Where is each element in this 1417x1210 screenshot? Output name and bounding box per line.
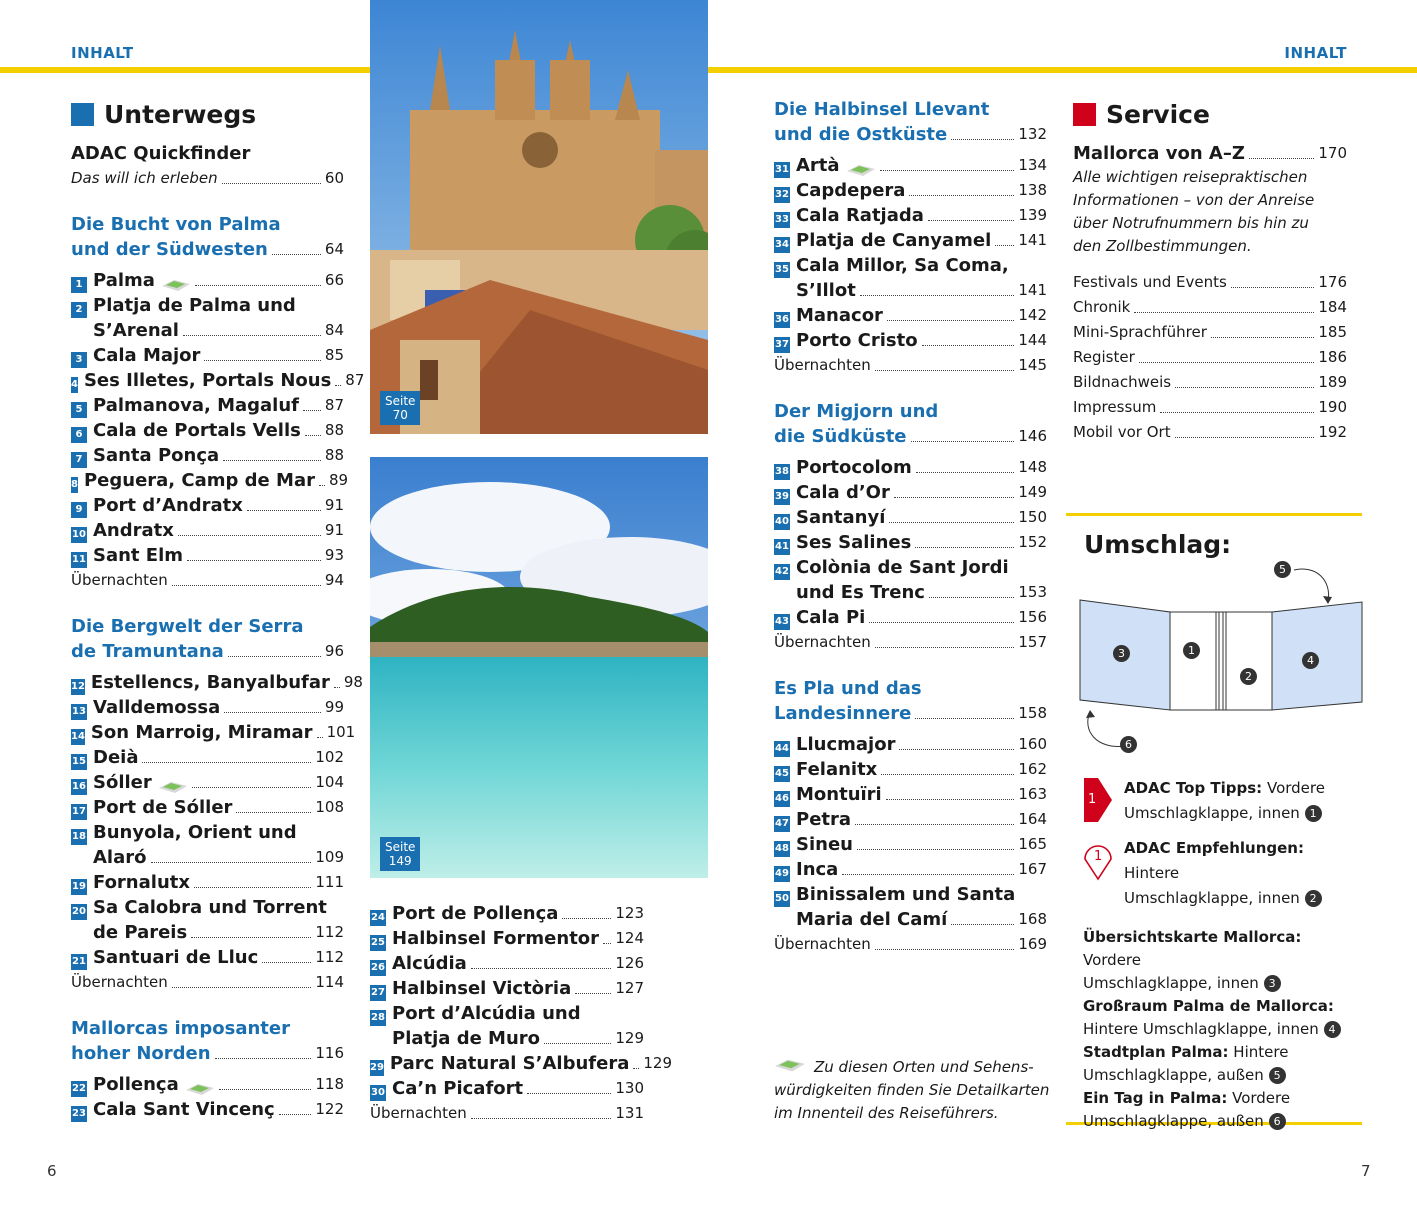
entry-number-badge: 10 (71, 527, 87, 543)
toc-entry[interactable]: 47 Petra 164 (775, 809, 1047, 830)
umschlag-box: Umschlag: 5 3 1 2 4 6 1 ADAC Top Tipps: Vordere Umschlagklappe, innen 1 1 ADAC Empfehlungen: Hintere Umschlagklappe, innen 2 Übersichtskarte Mallorca: Vordere Umschlagklappe, innen 3 Großraum Palma de Mallorca: Hintere Umschlagklappe, innen 4 Stadtplan Palma: Hintere Umschlagklappe, außen 5 Ein Tag in Palma: Vordere Umschlagklappe, außen 6 (1066, 513, 1362, 1125)
umschlag-map-entry: Übersichtskarte Mallorca: Vordere Umschlagklappe, innen 3 (1083, 928, 1302, 992)
entry-number-badge: 27 (370, 985, 386, 1001)
entry-number-badge: 19 (71, 879, 87, 895)
map-note: Zu diesen Orten und Sehens- würdigkeiten finden Sie Detailkarten im Innenteil des Reiseführers. (774, 1058, 1050, 1122)
entry-number-badge: 23 (71, 1106, 87, 1122)
entry-number-badge: 5 (71, 402, 87, 418)
toc-entry[interactable]: 19 Fornalutx 111 (72, 872, 344, 893)
region-title-row[interactable]: hoher Norden 116 (71, 1043, 344, 1064)
entry-number-badge: 24 (370, 910, 386, 926)
entry-number-badge: 48 (774, 841, 790, 857)
header-bar-right (708, 67, 1417, 73)
map-icon (161, 277, 191, 293)
region-title-row[interactable]: und der Südwesten 64 (71, 239, 344, 260)
photo1-page-badge: Seite 70 (380, 391, 420, 425)
toc-entry[interactable]: 45 Felanitx 162 (775, 759, 1047, 780)
entry-number-badge: 13 (71, 704, 87, 720)
toc-entry[interactable]: 36 Manacor 142 (775, 305, 1047, 326)
toc-entry[interactable]: 16 Sóller 104 (72, 772, 344, 793)
toc-entry[interactable]: 20 Sa Calobra und Torrent (72, 897, 327, 918)
toc-entry[interactable]: 34 Platja de Canyamel 141 (775, 230, 1047, 251)
toc-entry[interactable]: 8 Peguera, Camp de Mar 89 (71, 470, 349, 491)
entry-number-badge: 38 (774, 464, 790, 480)
toc-entry-continued[interactable]: Alaró 109 (93, 847, 344, 868)
toc-entry[interactable]: 30 Ca’n Picafort 130 (371, 1078, 644, 1099)
toc-entry[interactable]: 39 Cala d’Or 149 (775, 482, 1047, 503)
toc-entry[interactable]: 38 Portocolom 148 (775, 457, 1047, 478)
toc-entry[interactable]: 49 Inca 167 (775, 859, 1047, 880)
toc-entry[interactable]: 25 Halbinsel Formentor 124 (371, 928, 644, 949)
entry-number-badge: 40 (774, 514, 790, 530)
entry-number-badge: 2 (71, 302, 87, 318)
entry-number-badge: 35 (774, 262, 790, 278)
toc-entry[interactable]: 37 Porto Cristo 144 (775, 330, 1047, 351)
photo-beach (370, 457, 708, 878)
entry-number-badge: 37 (774, 337, 790, 353)
entry-number-badge: 45 (774, 766, 790, 782)
region-title-row[interactable]: und die Ostküste 132 (774, 124, 1047, 145)
entry-number-badge: 49 (774, 866, 790, 882)
overnight-row[interactable]: Übernachten 145 (774, 356, 1047, 374)
toc-entry-continued[interactable]: Maria del Camí 168 (796, 909, 1047, 930)
page-number-left: 6 (47, 1162, 57, 1180)
toc-entry-continued[interactable]: S’Arenal 84 (93, 320, 344, 341)
entry-number-badge: 7 (71, 452, 87, 468)
top-tipp-marker-icon (1082, 778, 1114, 824)
section-square-icon (1073, 103, 1096, 126)
entry-number-badge: 39 (774, 489, 790, 505)
entry-number-badge: 42 (774, 564, 790, 580)
region-title-row[interactable]: Landesinnere 158 (774, 703, 1047, 724)
entry-number-badge: 16 (71, 779, 87, 795)
region-title-row[interactable]: die Südküste 146 (774, 426, 1047, 447)
entry-number-badge: 8 (71, 477, 78, 493)
region-title-row[interactable]: de Tramuntana 96 (71, 641, 344, 662)
service-item[interactable]: Mobil vor Ort 192 (1073, 423, 1347, 441)
entry-number-badge: 18 (71, 829, 87, 845)
map-icon (185, 1081, 215, 1097)
entry-number-badge: 46 (774, 791, 790, 807)
region-title: Der Migjorn und (774, 401, 939, 422)
entry-number-badge: 22 (71, 1081, 87, 1097)
toc-column-1 (71, 96, 365, 1122)
section-square-icon (71, 103, 94, 126)
map-icon (774, 1056, 806, 1074)
region-title: Mallorcas imposanter (71, 1018, 290, 1039)
photo2-page-badge: Seite 149 (380, 837, 420, 871)
entry-number-badge: 44 (774, 741, 790, 757)
entry-number-badge: 28 (370, 1010, 386, 1026)
entry-number-badge: 14 (71, 729, 85, 745)
toc-entry[interactable]: 46 Montuïri 163 (775, 784, 1047, 805)
toc-entry[interactable]: 32 Capdepera 138 (775, 180, 1047, 201)
entry-number-badge: 11 (71, 552, 87, 568)
diagram-label-3: 3 (1113, 645, 1130, 662)
section-title-service: Service (1073, 96, 1347, 132)
overnight-row[interactable]: Übernachten 131 (370, 1104, 644, 1122)
map-icon (158, 779, 188, 795)
toc-entry[interactable]: 6 Cala de Portals Vells 88 (71, 418, 344, 443)
legend-top-tipps: ADAC Top Tipps: Vordere Umschlagklappe, innen 1 (1124, 779, 1325, 822)
region-title: Die Bucht von Palma (71, 214, 281, 235)
diagram-label-5: 5 (1274, 561, 1291, 578)
toc-entry[interactable]: 24 Port de Pollença 123 (371, 903, 644, 924)
toc-entry[interactable]: 29 Parc Natural S’Albufera 129 (370, 1053, 672, 1074)
toc-entry[interactable]: 2 Platja de Palma und (71, 293, 344, 318)
entry-number-badge: 31 (774, 162, 790, 178)
entry-number-badge: 47 (774, 816, 790, 832)
toc-entry[interactable]: 27 Halbinsel Victòria 127 (371, 978, 644, 999)
service-item[interactable]: Impressum 190 (1073, 398, 1347, 416)
toc-entry-continued[interactable]: S’Illot 141 (796, 280, 1047, 301)
entry-number-badge: 26 (370, 960, 386, 976)
header-left: INHALT (71, 44, 134, 62)
entry-number-badge: 6 (71, 427, 87, 443)
toc-entry[interactable]: 21 Santuari de Lluc 112 (72, 947, 344, 968)
entry-number-badge: 36 (774, 312, 790, 328)
toc-entry-continued[interactable]: Platja de Muro 129 (392, 1028, 644, 1049)
umschlag-map-entry: Stadtplan Palma: Hintere Umschlagklappe, außen 5 (1083, 1043, 1289, 1084)
entry-number-badge: 43 (774, 614, 790, 630)
toc-entry[interactable]: 44 Llucmajor 160 (775, 734, 1047, 755)
map-icon (846, 162, 876, 178)
entry-number-badge: 25 (370, 935, 386, 951)
toc-entry[interactable]: 4 Ses Illetes, Portals Nous 87 (71, 370, 365, 391)
entry-number-badge: 30 (370, 1085, 386, 1101)
toc-entry[interactable]: 26 Alcúdia 126 (371, 953, 644, 974)
toc-column-3 (774, 97, 1047, 957)
umschlag-map-list (1083, 926, 1361, 1133)
entry-number-badge: 20 (71, 904, 87, 920)
entry-number-badge: 4 (71, 377, 78, 393)
diagram-label-4: 4 (1302, 652, 1319, 669)
region-title: Die Halbinsel Llevant (774, 99, 990, 120)
service-item[interactable]: Mini-Sprachführer 185 (1073, 323, 1347, 341)
toc-entry[interactable]: 11 Sant Elm 93 (72, 545, 344, 566)
toc-entry[interactable]: 43 Cala Pi 156 (775, 607, 1047, 628)
toc-entry[interactable]: 33 Cala Ratjada 139 (775, 205, 1047, 226)
entry-number-badge: 17 (71, 804, 87, 820)
diagram-label-6: 6 (1120, 736, 1137, 753)
toc-entry[interactable]: 15 Deià 102 (72, 747, 344, 768)
service-item[interactable]: Bildnachweis 189 (1073, 373, 1347, 391)
toc-entry[interactable]: 23 Cala Sant Vincenç 122 (72, 1099, 344, 1120)
toc-entry[interactable]: 14 Son Marroig, Miramar 101 (71, 722, 356, 743)
overnight-row[interactable]: Übernachten 169 (774, 935, 1047, 953)
toc-entry[interactable]: 48 Sineu 165 (775, 834, 1047, 855)
page-number-right: 7 (1361, 1162, 1371, 1180)
entry-number-badge: 15 (71, 754, 87, 770)
service-item[interactable]: Register 186 (1073, 348, 1347, 366)
toc-entry-continued[interactable]: und Es Trenc 153 (796, 582, 1047, 603)
region-title: Es Pla und das (774, 678, 922, 699)
toc-entry[interactable]: 50 Binissalem und Santa (775, 884, 1016, 905)
service-item[interactable]: Chronik 184 (1073, 298, 1347, 316)
quickfinder-row[interactable]: Das will ich erleben 60 (71, 169, 344, 187)
toc-entry[interactable]: 41 Ses Salines 152 (775, 532, 1047, 553)
entry-number-badge: 50 (774, 891, 790, 907)
toc-entry[interactable]: 12 Estellencs, Banyalbufar 98 (71, 672, 363, 693)
entry-number-badge: 29 (370, 1060, 384, 1076)
overnight-row[interactable]: Übernachten 94 (71, 571, 344, 589)
photo-cathedral (370, 0, 708, 434)
toc-entry[interactable]: 31 Artà 134 (775, 155, 1047, 176)
toc-entry[interactable]: 22 Pollença 118 (72, 1074, 344, 1095)
entry-number-badge: 34 (774, 237, 790, 253)
entry-number-badge: 21 (71, 954, 87, 970)
umschlag-title: Umschlag: (1084, 530, 1232, 559)
toc-entry[interactable]: 35 Cala Millor, Sa Coma, (775, 255, 1009, 276)
toc-column-2 (370, 901, 672, 1126)
diagram-label-1: 1 (1183, 642, 1200, 659)
quickfinder-title: ADAC Quickfinder (71, 143, 251, 164)
toc-entry[interactable]: 18 Bunyola, Orient und (72, 822, 297, 843)
entry-number-badge: 32 (774, 187, 790, 203)
toc-entry[interactable]: 10 Andratx 91 (72, 520, 344, 541)
umschlag-map-entry: Großraum Palma de Mallorca: Hintere Umschlagklappe, innen 4 (1083, 995, 1361, 1041)
overnight-row[interactable]: Übernachten 114 (71, 973, 344, 991)
service-column (1073, 96, 1347, 445)
header-right: INHALT (1284, 44, 1347, 62)
umschlag-map-entry: Ein Tag in Palma: Vordere Umschlagklappe, außen 6 (1083, 1089, 1291, 1130)
overnight-row[interactable]: Übernachten 157 (774, 633, 1047, 651)
toc-entry[interactable]: 5 Palmanova, Magaluf 87 (71, 393, 344, 418)
legend-empfehlungen: ADAC Empfehlungen: Hintere Umschlagklappe, innen 2 (1124, 836, 1358, 911)
toc-entry[interactable]: 42 Colònia de Sant Jordi (775, 557, 1009, 578)
entry-number-badge: 1 (71, 277, 87, 293)
service-az-row[interactable]: Mallorca von A–Z 170 (1073, 143, 1347, 164)
entry-number-badge: 41 (774, 539, 790, 555)
toc-entry[interactable]: 40 Santanyí 150 (775, 507, 1047, 528)
toc-entry[interactable]: 7 Santa Ponça 88 (71, 443, 344, 468)
toc-entry-continued[interactable]: de Pareis 112 (93, 922, 344, 943)
toc-entry[interactable]: 1 Palma 66 (71, 268, 344, 293)
entry-number-badge: 9 (71, 502, 87, 518)
toc-entry[interactable]: 13 Valldemossa 99 (72, 697, 344, 718)
diagram-label-2: 2 (1240, 668, 1257, 685)
section-title-unterwegs: Unterwegs (71, 96, 344, 132)
entry-number-badge: 12 (71, 679, 85, 695)
toc-entry[interactable]: 28 Port d’Alcúdia und (371, 1003, 581, 1024)
header-bar-left (0, 67, 370, 73)
region-title: Die Bergwelt der Serra (71, 616, 304, 637)
service-az-description: Alle wichtigen reisepraktischen Informationen – von der Anreise über Notrufnummern bis hin zu den Zollbestimmungen. (1073, 168, 1315, 255)
entry-number-badge: 3 (71, 352, 87, 368)
toc-entry[interactable]: 3 Cala Major 85 (71, 343, 344, 368)
toc-entry[interactable]: 17 Port de Sóller 108 (72, 797, 344, 818)
service-item[interactable]: Festivals und Events 176 (1073, 273, 1347, 291)
entry-number-badge: 33 (774, 212, 790, 228)
toc-entry[interactable]: 9 Port d’Andratx 91 (71, 493, 344, 518)
